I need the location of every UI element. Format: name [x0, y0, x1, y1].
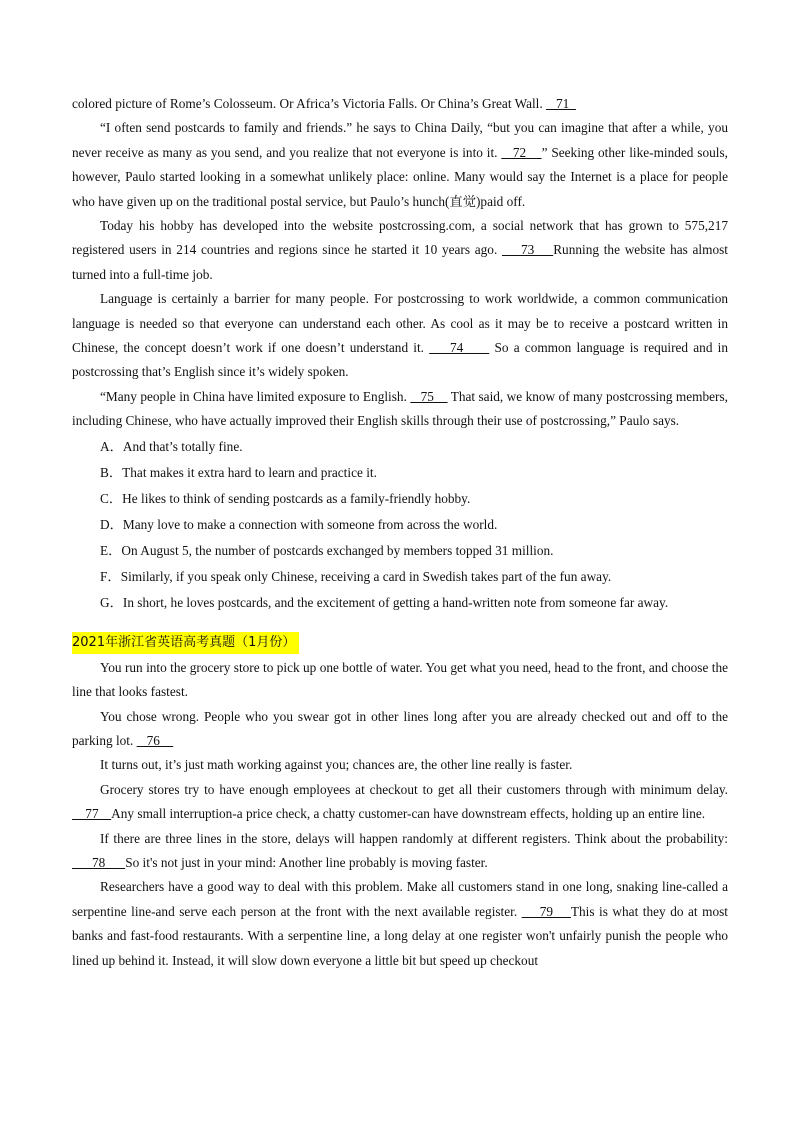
paragraph-text: “I often send postcards to family and friends.” he says to China Daily, “but you can imagine that after a while, you never receive as many as you send, and you realize that not everyone is into it. [72, 120, 728, 160]
blank-74: 74 [429, 340, 490, 356]
paragraph-text: ” Seeking other like-minded souls, however, Paulo started looking in a somewhat unlikely place: online. Many would say the Internet is a place for people who have given up on the traditional postal service, but Paulo’s hunch(直觉)paid off. [72, 144, 728, 209]
paragraph-text: This is what they do at most banks and fast-food restaurants. With a serpentine line, a long delay at one register won't unfairly punish the people who lined up behind it. Instead, it will slow down everyone a little bit but speed up checkout [72, 903, 728, 968]
blank-72: 72 [501, 144, 542, 160]
paragraph-text: colored picture of Rome’s Colosseum. Or Africa’s Victoria Falls. Or China’s Great Wall. [72, 96, 547, 111]
paragraph-text: So it's not just in your mind: Another line probably is moving faster. [125, 854, 488, 870]
answer-options [72, 434, 728, 616]
passage2-paragraph-6 [72, 875, 728, 973]
paragraph-text: So a common language is required and in postcrossing that’s English since it’s widely spoken. [72, 340, 728, 380]
paragraph-text: If there are three lines in the store, delays will happen randomly at different registers. Think about the probability: [100, 830, 728, 846]
option-g: G．In short, he loves postcards, and the excitement of getting a hand-written note from someone far away. [100, 594, 669, 610]
paragraph-text: That said, we know of many postcrossing members, including Chinese, who have actually improved their English skills through their use of postcrossing,” Paulo says. [72, 388, 728, 429]
document-page [72, 92, 728, 973]
passage1-paragraph-4 [72, 287, 728, 385]
passage1-paragraph-2 [72, 116, 728, 214]
passage2-paragraph-3: It turns out, it’s just math working against you; chances are, the other line really is faster. [100, 757, 573, 773]
passage2-paragraph-1: You run into the grocery store to pick up one bottle of water. You get what you need, head to the front, and choose the line that looks fastest. [72, 659, 728, 700]
passage2-paragraph-4 [72, 778, 728, 827]
paragraph-text: Today his hobby has developed into the website postcrossing.com, a social network that has grown to 575,217 registered users in 214 countries and regions since he started it 10 years ago. [72, 218, 728, 258]
paragraph-text: Researchers have a good way to deal with this problem. Make all customers stand in one long, snaking line-called a serpentine line-and serve each person at the front with the next available register. [72, 879, 728, 919]
passage1-paragraph-5 [72, 385, 728, 434]
option-d: D．Many love to make a connection with someone from across the world. [100, 516, 498, 532]
paragraph-text: Running the website has almost turned into a full-time job. [72, 242, 728, 282]
blank-71: 71 [546, 96, 576, 111]
option-c: C．He likes to think of sending postcards as a family-friendly hobby. [100, 490, 471, 506]
passage2-paragraph-5 [72, 827, 728, 876]
passage1-paragraph-1 [72, 92, 728, 116]
paragraph-text: Language is certainly a barrier for many people. For postcrossing to work worldwide, a common communication language is needed so that everyone can understand each other. As cool as it may be to receive a postcard written in Chinese, the concept doesn’t work if one doesn’t understand it. [72, 291, 728, 356]
blank-75: 75 [410, 388, 448, 404]
paragraph-text: “Many people in China have limited exposure to English. [100, 388, 411, 404]
paragraph-text: Any small interruption-a price check, a chatty customer-can have downstream effects, holding up an entire line. [111, 806, 706, 822]
paragraph-text: You chose wrong. People who you swear got in other lines long after you are already checked out and off to the parking lot. [72, 708, 728, 748]
blank-79: 79 [521, 903, 571, 919]
option-a: A．And that’s totally fine. [100, 438, 243, 454]
option-f: F．Similarly, if you speak only Chinese, receiving a card in Swedish takes part of the fun away. [100, 568, 612, 584]
section-title: 2021年浙江省英语高考真题（1月份） [72, 632, 299, 654]
blank-78: 78 [72, 854, 126, 870]
passage1-paragraph-3 [72, 214, 728, 287]
blank-77: 77 [72, 806, 112, 822]
blank-73: 73 [502, 242, 554, 258]
blank-76: 76 [136, 732, 174, 748]
passage2-paragraph-2 [72, 705, 728, 754]
paragraph-text: Grocery stores try to have enough employees at checkout to get all their customers through with minimum delay. [100, 781, 728, 797]
option-b: B．That makes it extra hard to learn and practice it. [100, 464, 377, 480]
option-e: E．On August 5, the number of postcards exchanged by members topped 31 million. [100, 542, 554, 558]
